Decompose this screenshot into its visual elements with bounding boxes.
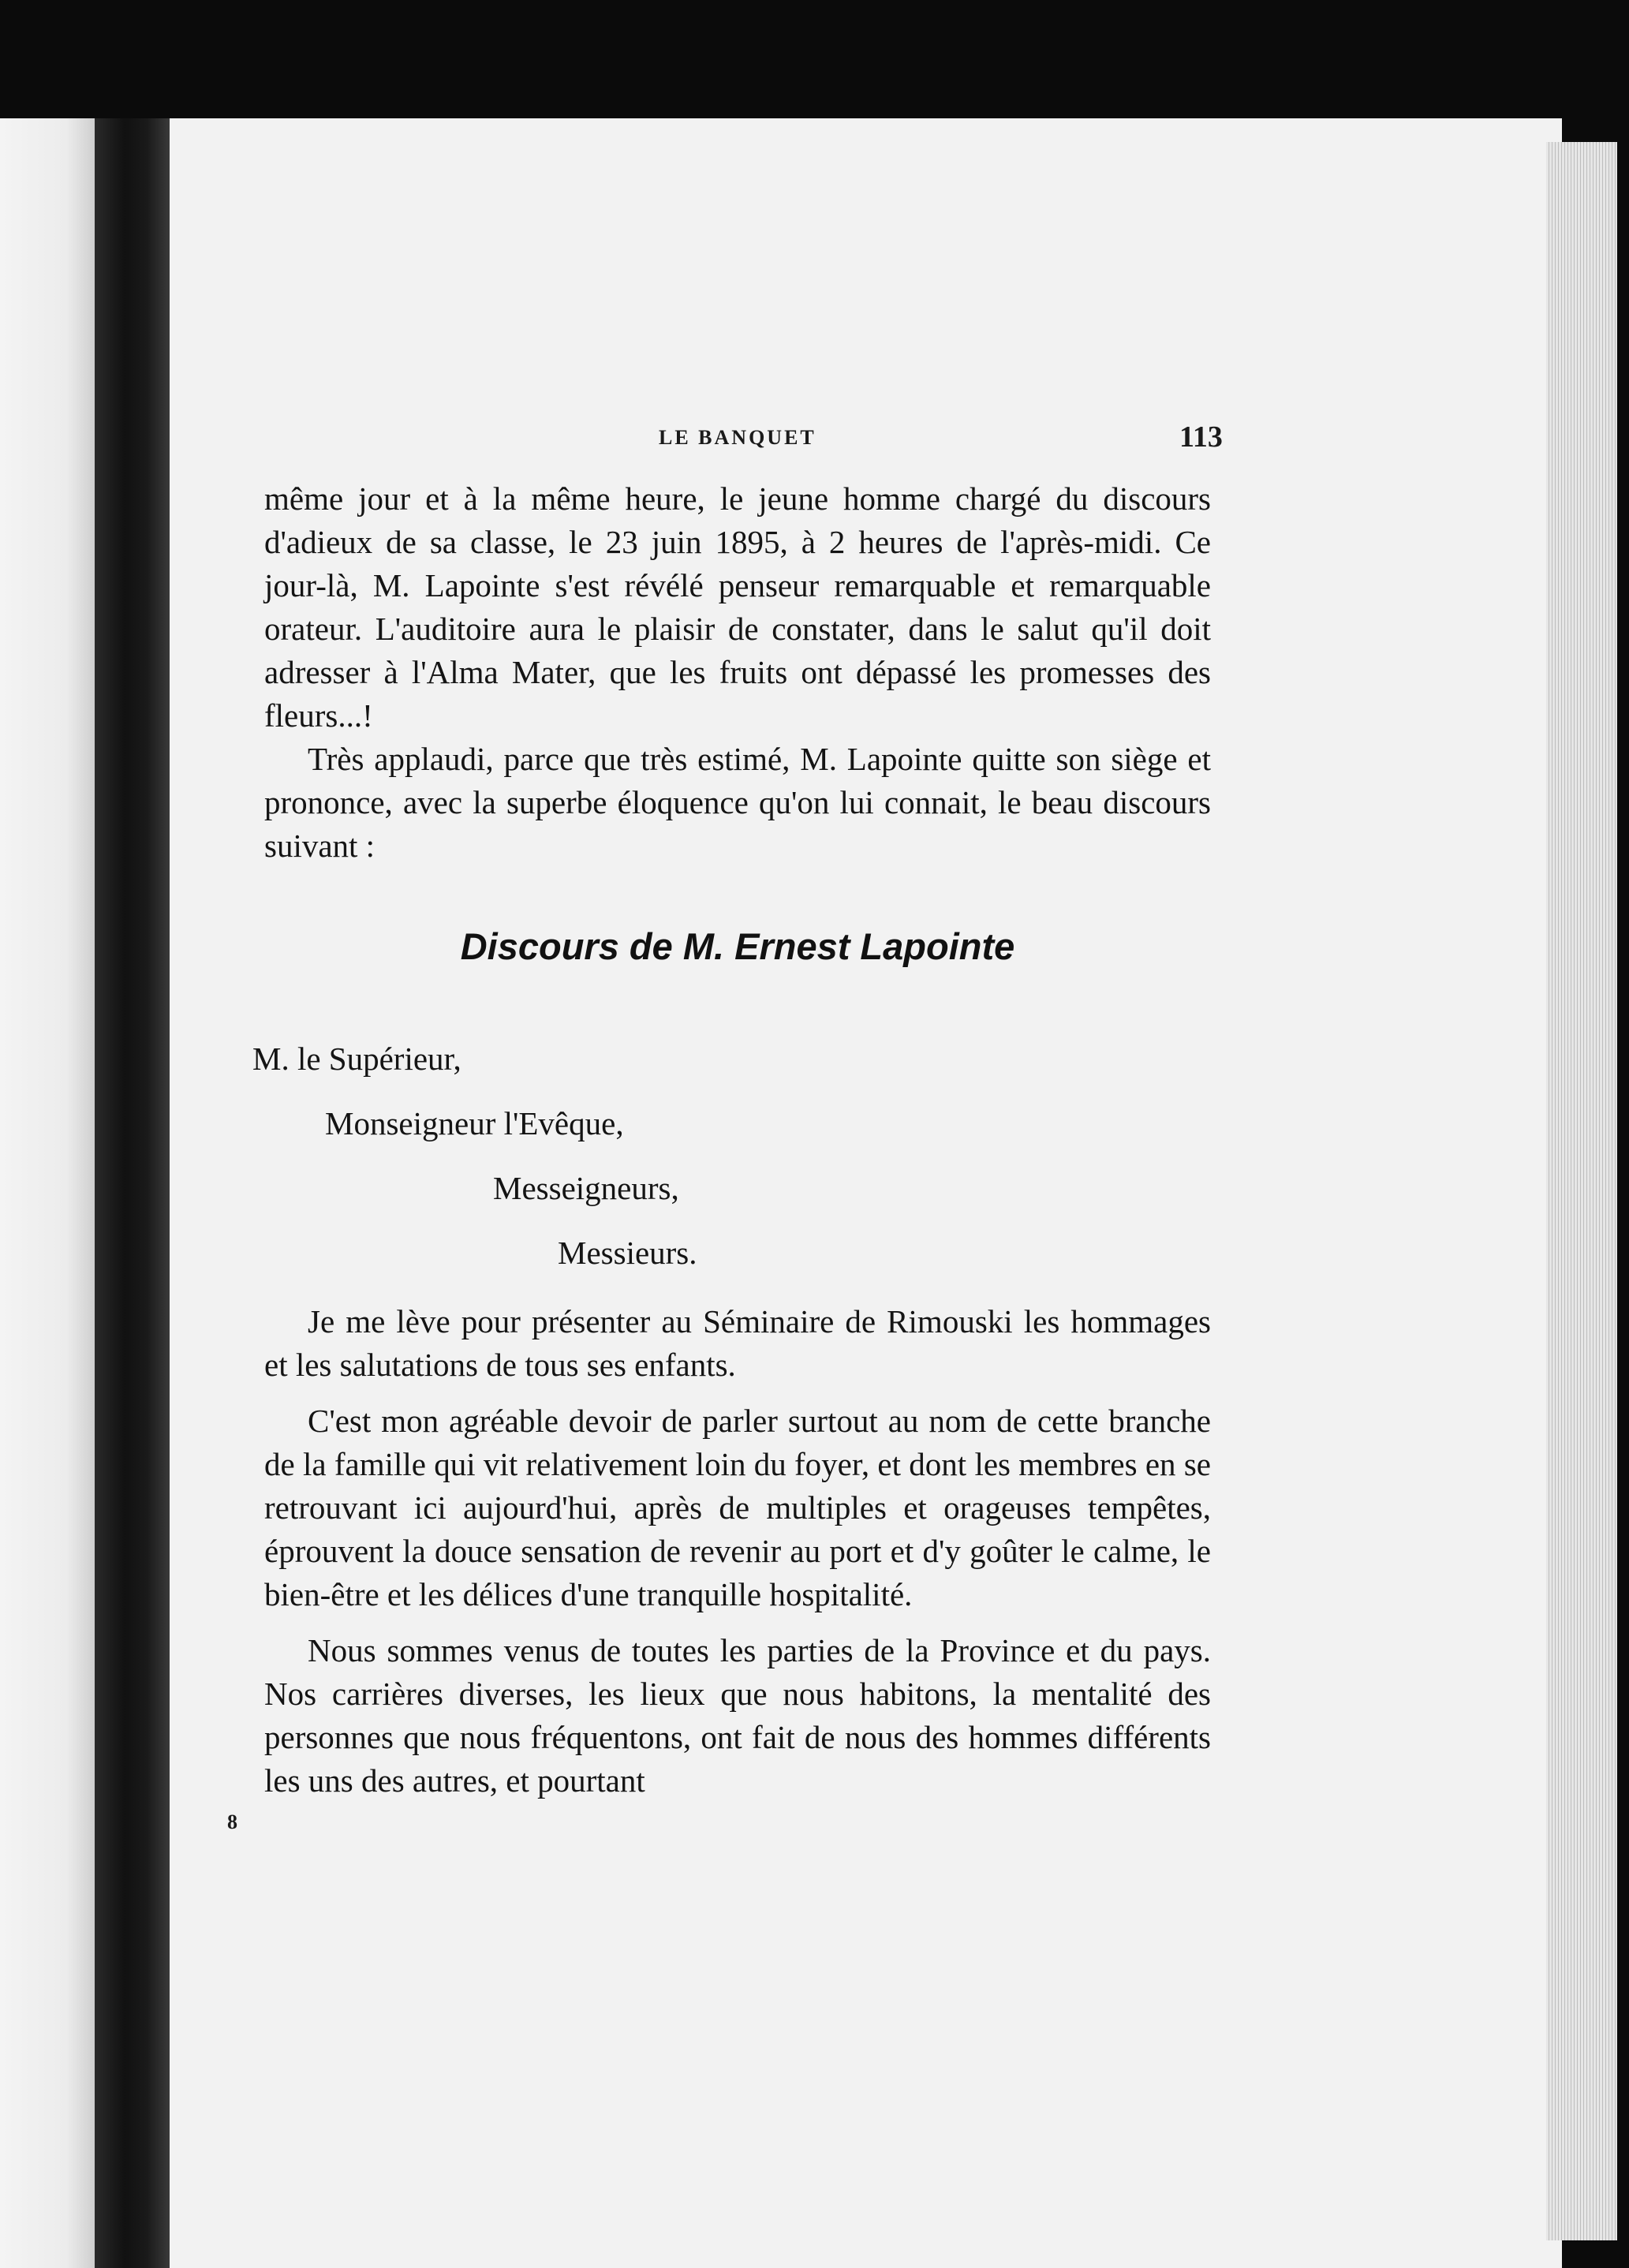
book-gutter bbox=[95, 118, 170, 2268]
speech-heading: Discours de M. Ernest Lapointe bbox=[460, 925, 1015, 967]
intro-paragraph-2: Très applaudi, parce que très estimé, M. Lapointe quitte son siège et prononce, avec la superbe éloquence qu'on lui connait, le beau discours suivant : bbox=[264, 741, 1211, 864]
salutation-4: Messieurs. bbox=[558, 1235, 697, 1271]
page-number: 113 bbox=[1179, 420, 1223, 454]
salutation-1: M. le Supérieur, bbox=[252, 1041, 461, 1077]
salutation-3: Messeigneurs, bbox=[493, 1170, 679, 1206]
speech-paragraph-3: Nous sommes venus de toutes les parties de la Province et du pays. Nos carrières diverses, les lieux que nous habitons, la mentalité des personnes que nous fréquentons, ont fait de nous des hommes différents les uns des autres, et pourtant bbox=[264, 1632, 1211, 1799]
page-stack-edges bbox=[1546, 142, 1617, 2240]
intro-paragraph-1: même jour et à la même heure, le jeune homme chargé du discours d'adieux de sa classe, le 23 juin 1895, à 2 heures de l'après-midi. Ce jour-là, M. Lapointe s'est révélé penseur remarquable et remarquable orateur. L'auditoire aura le plaisir de constater, dans le salut qu'il doit adresser à l'Alma Mater, que les fruits ont dépassé les promesses des fleurs...! bbox=[264, 480, 1211, 734]
intro-text bbox=[264, 477, 1211, 868]
left-facing-page bbox=[0, 118, 95, 2268]
salutation-2: Monseigneur l'Evêque, bbox=[325, 1105, 624, 1141]
speech-text bbox=[264, 1300, 1211, 1815]
speech-paragraph-2: C'est mon agréable devoir de parler surtout au nom de cette branche de la famille qui vit relativement loin du foyer, et dont les membres en se retrouvant ici aujourd'hui, après de multiples et orageuses tempêtes, éprouvent la douce sensation de revenir au port et d'y goûter le calme, le bien-être et les délices d'une tranquille hospitalité. bbox=[264, 1403, 1211, 1612]
book-page bbox=[170, 118, 1562, 2268]
running-head-title: LE BANQUET bbox=[659, 426, 816, 449]
speech-paragraph-1: Je me lève pour présenter au Séminaire de Rimouski les hommages et les salutations de tous ses enfants. bbox=[264, 1303, 1211, 1383]
signature-mark: 8 bbox=[227, 1810, 237, 1833]
